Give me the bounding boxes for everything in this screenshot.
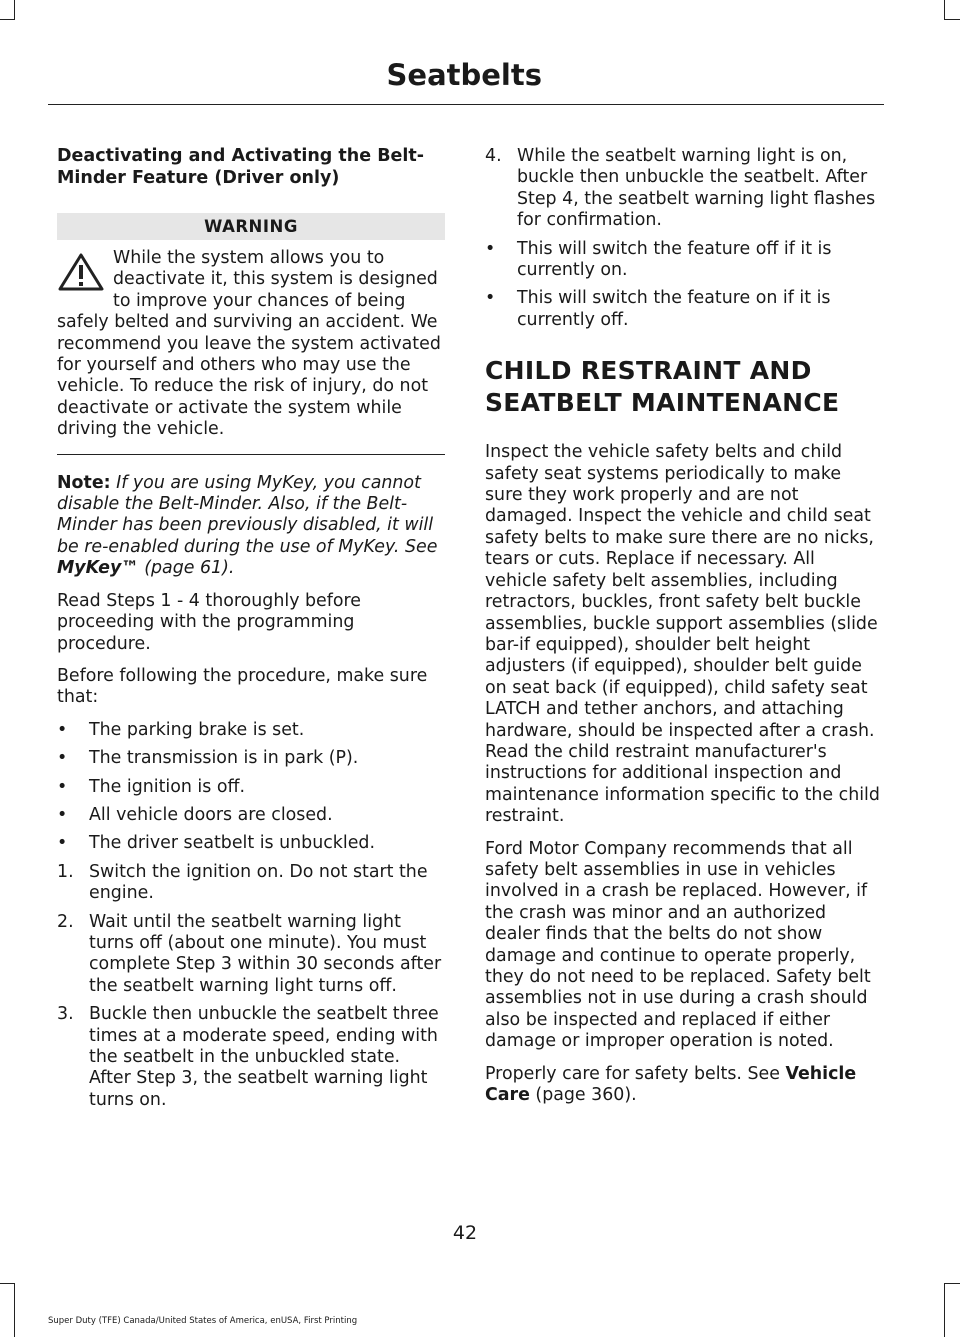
crop-mark-bottom-left-h <box>0 1283 15 1284</box>
steps-list <box>57 862 445 1111</box>
warning-box <box>57 213 445 455</box>
bullet-mark: • <box>57 776 68 797</box>
list-item-text: The driver seatbelt is unbuckled. <box>89 833 375 854</box>
step-number: 4. <box>485 146 502 166</box>
mykey-page-ref: (page 61). <box>144 558 235 579</box>
list-item-text: All vehicle doors are closed. <box>89 804 333 825</box>
step-item <box>57 1004 445 1111</box>
bullet-mark: • <box>57 804 68 825</box>
bullet-mark: • <box>57 833 68 854</box>
bullet-mark: • <box>57 719 68 740</box>
note-text: If you are using MyKey, you cannot disable the Belt-Minder. Also, if the Belt-Minder has been previously disabled, it will be re-enabled during the use of MyKey. See <box>57 472 438 557</box>
step-item <box>57 862 445 905</box>
page-number: 42 <box>452 1222 478 1244</box>
care-paragraph <box>485 1064 880 1107</box>
vehicle-care-page-ref: (page 360). <box>535 1085 637 1106</box>
crop-mark-top-right-v <box>944 0 945 20</box>
section-title-line-2: SEATBELT MAINTENANCE <box>485 388 840 418</box>
bullet-mark: • <box>485 288 496 309</box>
vehicle-care-link[interactable]: Vehicle Care <box>485 1063 857 1106</box>
left-column <box>57 146 445 1118</box>
note-paragraph <box>57 473 445 580</box>
list-item <box>57 748 445 769</box>
list-item <box>57 777 445 798</box>
warning-label: WARNING <box>57 213 445 240</box>
maintenance-paragraph-1: Inspect the vehicle safety belts and child safety seat systems periodically to make sure they work properly and are not damaged. Inspect the vehicle and child seat safety belts to make sure there are no nicks, tears or cuts. Replace if necessary. All vehicle safety belt assemblies, including retractors, buckles, front safety belt buckle assemblies, buckle support assemblies (slide bar-if equipped), shoulder belt height adjusters (if equipped), shoulder belt guide on seat back (if equipped), child safety seat LATCH and tether anchors, and attaching hardware, should be inspected after a crash. Read the child restraint manufacturer's instructions for additional inspection and maintenance information specific to the child restraint. <box>485 442 880 827</box>
mykey-link[interactable]: MyKey™ <box>57 558 139 579</box>
page-header-title: Seatbelts <box>386 58 542 92</box>
bullet-mark: • <box>485 238 496 259</box>
step-item <box>485 146 880 232</box>
step-text: While the seatbelt warning light is on, buckle then unbuckle the seatbelt. After Step 4, the seatbelt warning light flashes for confirmation. <box>517 146 876 231</box>
list-item <box>485 239 880 282</box>
bullet-mark: • <box>57 748 68 769</box>
precondition-list <box>57 720 445 855</box>
step4-bullets <box>485 239 880 332</box>
crop-mark-top-left-h <box>0 19 15 20</box>
crop-mark-bottom-right-v <box>944 1283 945 1337</box>
warning-divider <box>57 454 445 455</box>
subheading: Deactivating and Activating the Belt-Minder Feature (Driver only) <box>57 146 425 188</box>
before-paragraph: Before following the procedure, make sure that: <box>57 665 428 708</box>
step-item <box>57 912 445 998</box>
list-item-text: This will switch the feature off if it is currently on. <box>517 238 832 281</box>
crop-mark-bottom-right-h <box>944 1283 960 1284</box>
care-text: Properly care for safety belts. See <box>485 1063 780 1084</box>
section-title <box>485 355 880 419</box>
warning-body <box>57 248 445 441</box>
list-item-text: This will switch the feature on if it is currently off. <box>517 288 831 330</box>
intro-paragraph: Read Steps 1 - 4 thoroughly before proceeding with the programming procedure. <box>57 590 361 654</box>
list-item <box>57 805 445 826</box>
list-item <box>57 833 445 854</box>
list-item-text: The transmission is in park (P). <box>89 748 359 769</box>
step-number: 3. <box>57 1004 74 1025</box>
crop-mark-top-right-h <box>944 19 960 20</box>
steps-list-continued <box>485 146 880 232</box>
step-text: Buckle then unbuckle the seatbelt three times at a moderate speed, ending with the seatbelt in the unbuckled state. After Step 3, the seatbelt warning light turns on. <box>89 1004 439 1110</box>
section-title-line-1: CHILD RESTRAINT AND <box>485 356 812 386</box>
warning-triangle-icon <box>57 252 105 292</box>
step-text: Switch the ignition on. Do not start the engine. <box>89 861 428 904</box>
crop-mark-bottom-left-v <box>14 1283 15 1337</box>
footer-text: Super Duty (TFE) Canada/United States of America, enUSA, First Printing <box>48 1316 358 1326</box>
list-item <box>485 288 880 331</box>
note-label: Note: <box>57 472 111 493</box>
list-item-text: The parking brake is set. <box>89 719 305 740</box>
crop-mark-top-left-v <box>14 0 15 20</box>
step-number: 1. <box>57 861 74 882</box>
list-item-text: The ignition is off. <box>89 776 246 797</box>
right-column <box>485 146 880 1117</box>
list-item <box>57 720 445 741</box>
warning-text: While the system allows you to deactivate it, this system is designed to improve your chances of being safely belted and surviving an accident. We recommend you leave the system activated for yourself and others who may use the vehicle. To reduce the risk of injury, do not deactivate or activate the system while driving the vehicle. <box>57 248 441 440</box>
step-number: 2. <box>57 911 74 932</box>
maintenance-paragraph-2: Ford Motor Company recommends that all safety belt assemblies in use in vehicles involved in a crash be replaced. However, if the crash was minor and an authorized dealer finds that the belts do not show damage and continue to operate properly, they do not need to be replaced. Safety belt assemblies not in use during a crash should also be inspected and replaced if either damage or improper operation is noted. <box>485 838 871 1052</box>
header-divider <box>48 104 884 105</box>
step-text: Wait until the seatbelt warning light turns off (about one minute). You must complete Step 3 within 30 seconds after the seatbelt warning light turns off. <box>89 911 442 996</box>
